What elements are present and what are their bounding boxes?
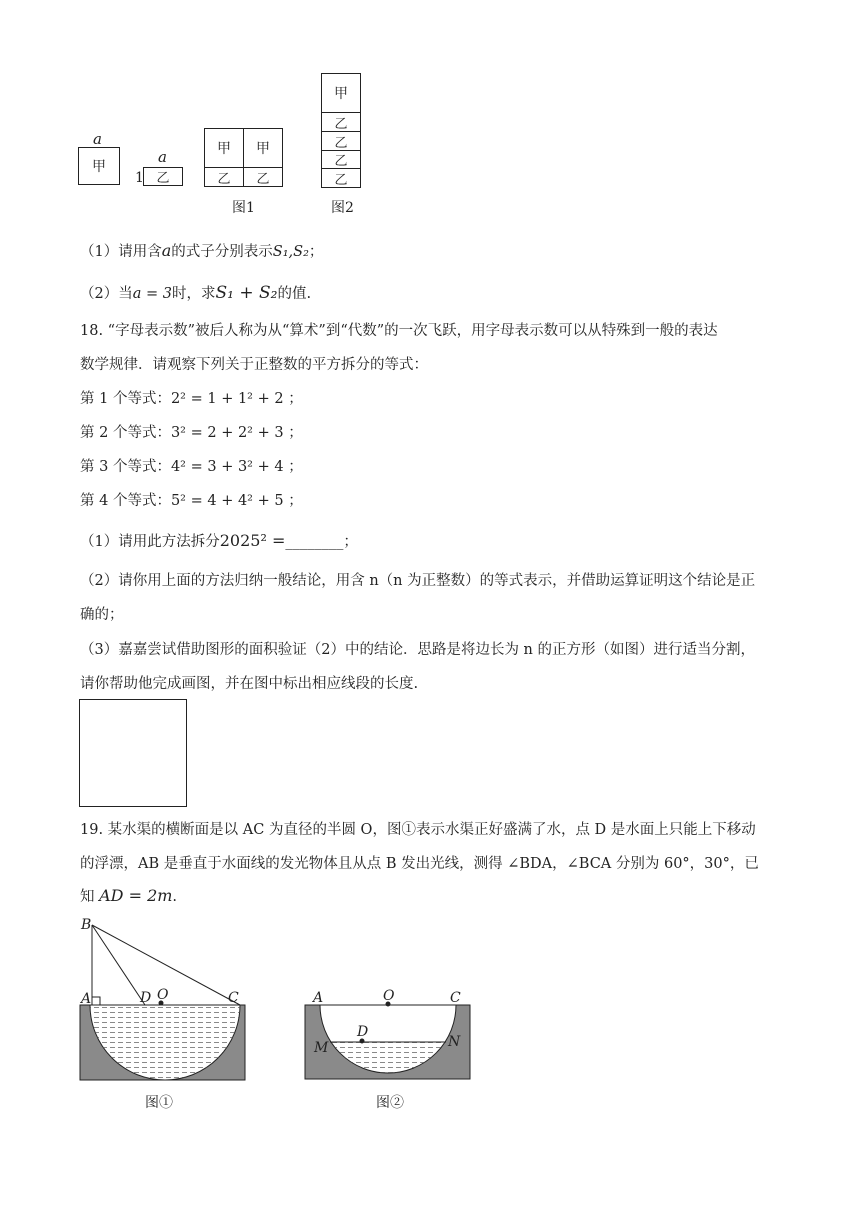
square-n-figure [79, 699, 187, 807]
rect-yi: 乙 [143, 167, 183, 186]
q18-eq-1 [80, 389, 303, 409]
text: . [172, 889, 178, 905]
label-o: O [383, 988, 395, 1004]
label-a-1: a [93, 130, 102, 148]
expr: S₁,S₂ [272, 244, 309, 260]
q18-eq-4 [80, 491, 303, 511]
q19-line3 [80, 886, 177, 907]
text: （1）请用含 [80, 244, 162, 260]
text: 知 [80, 889, 95, 905]
fig1-caption: 图1 [232, 200, 255, 216]
eq-expr: 5² = 4 + 4² + 5 ； [170, 493, 303, 509]
expr: a = 3 [132, 286, 172, 302]
eq-label: 第 4 个等式： [80, 493, 171, 509]
q19-line1: 19. 某水渠的横断面是以 AC 为直径的半圆 O，图①表示水渠正好盛满了水，点 D 是水面上只能上下移动 [80, 822, 756, 838]
fig2-cell: 甲 [321, 73, 361, 113]
fig1-cell: 甲 [204, 128, 244, 168]
eq-expr: 3² = 2 + 2² + 3 ； [170, 425, 303, 441]
eq-expr: 2² = 1 + 1² + 2 ； [170, 391, 303, 407]
canal-figure-2 [300, 980, 480, 1085]
eq-label: 第 3 个等式： [80, 459, 171, 475]
text: ； [343, 534, 358, 550]
fig2-cell: 乙 [321, 168, 361, 188]
label-a: A [81, 991, 92, 1007]
right-angle-mark [92, 997, 100, 1005]
q19-line2: 的浮漂，AB 是垂直于水面线的发光物体且从点 B 发出光线，测得 ∠BDA，∠BCA 分别为 60°，30°，已 [80, 856, 759, 872]
var-a: a [161, 241, 172, 260]
label-m: M [314, 1040, 329, 1056]
q18-part1 [80, 531, 358, 552]
eq-expr: 4² = 3 + 3² + 4 ； [170, 459, 303, 475]
q17-part1 [80, 241, 323, 262]
fig2-cell: 乙 [321, 112, 361, 132]
square-jia: 甲 [78, 147, 120, 185]
text: （2）当 [80, 286, 133, 302]
canal-fig1-caption: 图① [145, 1095, 173, 1111]
text: 的式子分别表示 [171, 244, 273, 260]
label-n: N [448, 1034, 461, 1050]
fig2-cell: 乙 [321, 150, 361, 169]
q18-part3-line1: （3）嘉嘉尝试借助图形的面积验证（2）中的结论．思路是将边长为 n 的正方形（如图）进行适当分割， [80, 642, 756, 658]
fig2-cell: 乙 [321, 131, 361, 151]
answer-blank: ________ [285, 534, 344, 550]
label-o: O [157, 987, 169, 1003]
label-b: B [81, 917, 92, 933]
label-c: C [228, 990, 239, 1006]
label-d: D [357, 1024, 369, 1040]
eq-label: 第 1 个等式： [80, 391, 171, 407]
canal-figure-1 [70, 915, 260, 1090]
q18-eq-2 [80, 423, 303, 443]
q18-intro-1: 18. “字母表示数”被后人称为从“算术”到“代数”的一次飞跃，用字母表示数可以从特殊到一般的表达 [80, 323, 718, 339]
q18-part3-line2: 请你帮助他完成画图，并在图中标出相应线段的长度. [80, 676, 419, 692]
q18-eq-3 [80, 457, 303, 477]
fig1-cell: 乙 [204, 167, 244, 187]
expr: 2025² = [219, 531, 286, 550]
q17-part2 [80, 283, 311, 304]
text: ； [308, 244, 324, 260]
label-c: C [450, 990, 461, 1006]
canal-fig2-caption: 图② [376, 1095, 404, 1111]
fig1-cell: 甲 [243, 128, 283, 168]
q18-part2-line1: （2）请你用上面的方法归纳一般结论，用含 n（n 为正整数）的等式表示，并借助运算证明这个结论是正 [80, 573, 756, 589]
expr: AD = 2m [99, 886, 173, 905]
expr: S₁ + S₂ [215, 283, 278, 303]
eq-label: 第 2 个等式： [80, 425, 171, 441]
q18-part2-line2: 确的； [80, 607, 124, 623]
fig1-cell: 乙 [243, 167, 283, 187]
q18-intro-2: 数学规律．请观察下列关于正整数的平方拆分的等式： [80, 357, 428, 373]
label-one: 1 [135, 170, 144, 186]
label-a: A [313, 990, 324, 1006]
fig2-caption: 图2 [331, 200, 354, 216]
label-a-2: a [158, 148, 167, 166]
text: 时，求 [171, 286, 216, 302]
label-d: D [140, 990, 152, 1006]
text: （1）请用此方法拆分 [80, 534, 220, 550]
text: 的值. [277, 286, 312, 302]
segment-bd [92, 925, 145, 1005]
